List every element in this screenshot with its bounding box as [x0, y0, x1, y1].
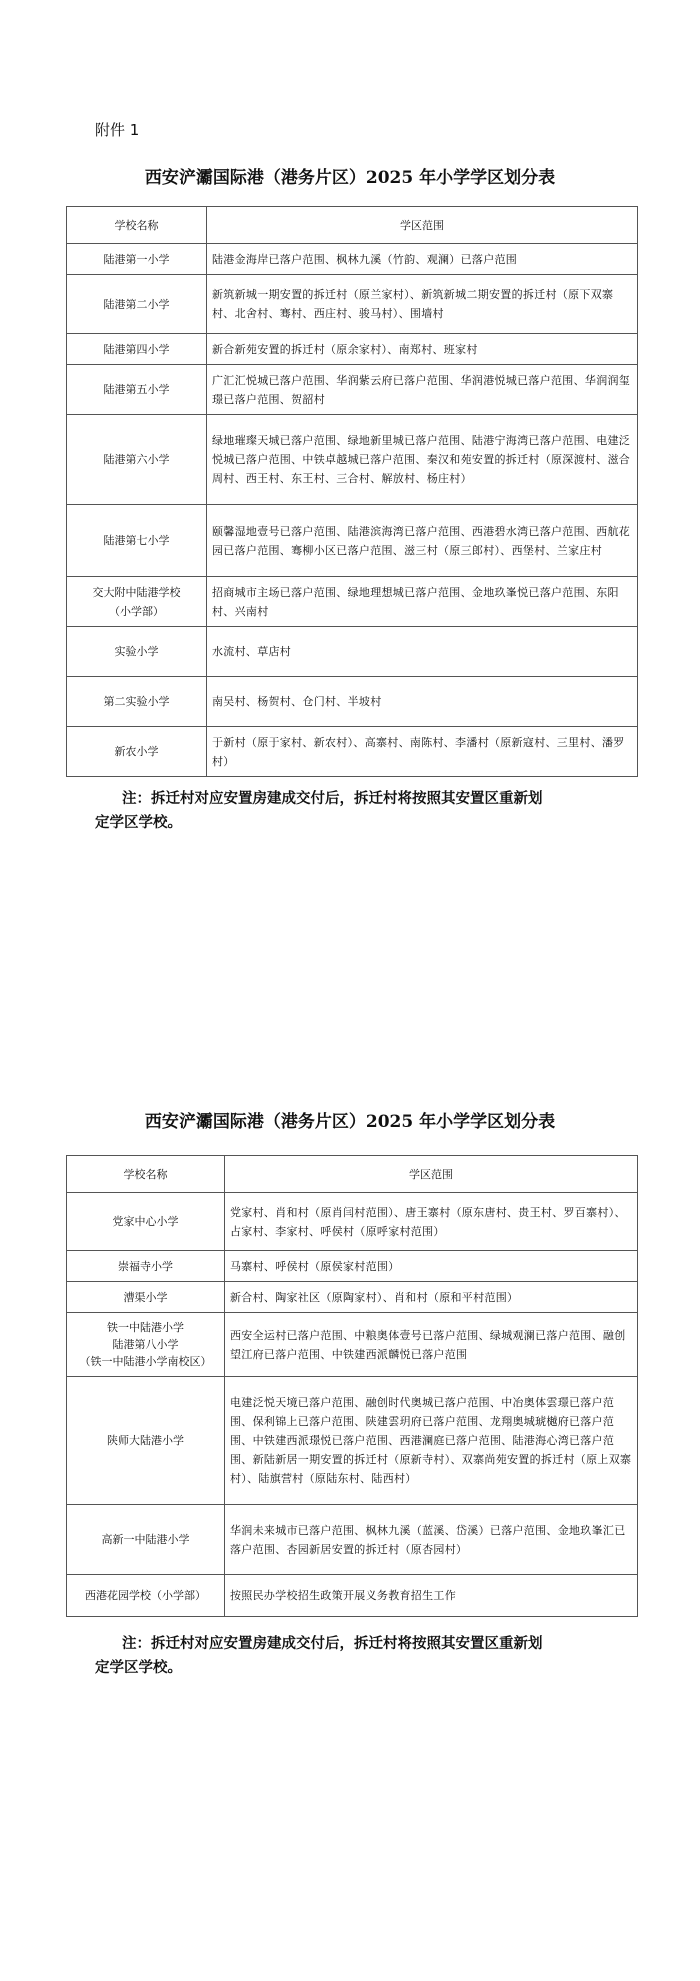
- table-row: [67, 1193, 638, 1251]
- table-row: [67, 577, 638, 627]
- school-district-table: [66, 1155, 638, 1617]
- table-row: [67, 1575, 638, 1617]
- area-cell: 新合新苑安置的拆迁村（原余家村）、南郑村、班家村: [207, 334, 638, 365]
- footnote-line-1: 注：拆迁村对应安置房建成交付后，拆迁村将按照其安置区重新划: [122, 791, 543, 807]
- header-area: 学区范围: [225, 1156, 638, 1193]
- table-row: [67, 415, 638, 505]
- table-row: [67, 627, 638, 677]
- area-cell: 按照民办学校招生政策开展义务教育招生工作: [225, 1575, 638, 1617]
- table-row: [67, 334, 638, 365]
- table-row: [67, 365, 638, 415]
- school-cell: 实验小学: [67, 627, 207, 677]
- area-cell: 党家村、肖和村（原肖闫村范围）、唐王寨村（原东唐村、贵王村、罗百寨村）、占家村、李家村、呼侯村（原呼家村范围）: [225, 1193, 638, 1251]
- footnote-line-2: 定学区学校。: [95, 1660, 182, 1676]
- school-cell: 陆港第一小学: [67, 244, 207, 275]
- page-title: 西安浐灞国际港（港务片区）2025 年小学学区划分表: [144, 1112, 556, 1132]
- table-row: [67, 677, 638, 727]
- table-row: [67, 1377, 638, 1505]
- school-cell: 第二实验小学: [67, 677, 207, 727]
- footnote: [95, 1632, 635, 1680]
- table-row: [67, 505, 638, 577]
- table-row: [67, 727, 638, 777]
- header-school: 学校名称: [67, 207, 207, 244]
- document-page-1: [0, 0, 700, 990]
- school-cell: 交大附中陆港学校 （小学部）: [67, 577, 207, 627]
- table-row: [67, 1505, 638, 1575]
- table-row: [67, 244, 638, 275]
- school-cell: 漕渠小学: [67, 1282, 225, 1313]
- school-cell: 西港花园学校（小学部）: [67, 1575, 225, 1617]
- table-header-row: [67, 1156, 638, 1193]
- table-row: [67, 1282, 638, 1313]
- table-row: [67, 275, 638, 334]
- school-cell: 陆港第六小学: [67, 415, 207, 505]
- attachment-label: 附件 1: [95, 121, 140, 139]
- area-cell: 新合村、陶家社区（原陶家村）、肖和村（原和平村范围）: [225, 1282, 638, 1313]
- area-cell: 西安全运村已落户范围、中粮奥体壹号已落户范围、绿城观澜已落户范围、融创望江府已落户范围、中铁建西派麟悦已落户范围: [225, 1313, 638, 1377]
- school-cell: 党家中心小学: [67, 1193, 225, 1251]
- page-title: 西安浐灞国际港（港务片区）2025 年小学学区划分表: [144, 168, 556, 188]
- area-cell: 于新村（原于家村、新农村）、高寨村、南陈村、李潘村（原新寇村、三里村、潘罗村）: [207, 727, 638, 777]
- school-cell: 陆港第五小学: [67, 365, 207, 415]
- school-cell: 陕师大陆港小学: [67, 1377, 225, 1505]
- school-cell: 陆港第七小学: [67, 505, 207, 577]
- area-cell: 陆港金海岸已落户范围、枫林九溪（竹韵、观澜）已落户范围: [207, 244, 638, 275]
- header-school: 学校名称: [67, 1156, 225, 1193]
- area-cell: 电建泛悦天境已落户范围、融创时代奥城已落户范围、中冶奥体雲璟已落户范围、保利锦上已落户范围、陕建雲玥府已落户范围、龙翔奥城琥樾府已落户范围、中铁建西派璟悦已落户范围、西港澜庭已落户范围、陆港海心湾已落户范围、新陆新居一期安置的拆迁村（原新寺村）、双寨尚苑安置的拆迁村（原上双寨村）、陆旗营村（原陆东村、陆西村）: [225, 1377, 638, 1505]
- table-header-row: [67, 207, 638, 244]
- school-cell: 陆港第二小学: [67, 275, 207, 334]
- area-cell: 南吴村、杨贺村、仓门村、半坡村: [207, 677, 638, 727]
- school-cell: 高新一中陆港小学: [67, 1505, 225, 1575]
- school-cell: 新农小学: [67, 727, 207, 777]
- area-cell: 华润未来城市已落户范围、枫林九溪（蓝溪、岱溪）已落户范围、金地玖峯汇已落户范围、杏园新居安置的拆迁村（原杏园村）: [225, 1505, 638, 1575]
- table-row: [67, 1251, 638, 1282]
- area-cell: 广汇汇悦城已落户范围、华润紫云府已落户范围、华润港悦城已落户范围、华润润玺璟已落户范围、贺韶村: [207, 365, 638, 415]
- area-cell: 颐馨湿地壹号已落户范围、陆港滨海湾已落户范围、西港碧水湾已落户范围、西航花园已落户范围、骞柳小区已落户范围、滋三村（原三郎村）、西堡村、兰家庄村: [207, 505, 638, 577]
- document-page-2: [0, 990, 700, 1981]
- school-district-table: [66, 206, 638, 777]
- school-cell: 崇福寺小学: [67, 1251, 225, 1282]
- area-cell: 新筑新城一期安置的拆迁村（原兰家村）、新筑新城二期安置的拆迁村（原下双寨村、北舍村、骞村、西庄村、骏马村）、围墙村: [207, 275, 638, 334]
- school-cell: 陆港第四小学: [67, 334, 207, 365]
- area-cell: 招商城市主场已落户范围、绿地理想城已落户范围、金地玖峯悦已落户范围、东阳村、兴南村: [207, 577, 638, 627]
- footnote-line-2: 定学区学校。: [95, 815, 182, 831]
- table-row: [67, 1313, 638, 1377]
- footnote: [95, 787, 635, 835]
- area-cell: 绿地璀璨天城已落户范围、绿地新里城已落户范围、陆港宁海湾已落户范围、电建泛悦城已落户范围、中铁卓越城已落户范围、秦汉和苑安置的拆迁村（原深渡村、滋合周村、西王村、东王村、三合村、解放村、杨庄村）: [207, 415, 638, 505]
- area-cell: 马寨村、呼侯村（原侯家村范围）: [225, 1251, 638, 1282]
- school-cell: 铁一中陆港小学 陆港第八小学 （铁一中陆港小学南校区）: [67, 1313, 225, 1377]
- header-area: 学区范围: [207, 207, 638, 244]
- footnote-line-1: 注：拆迁村对应安置房建成交付后，拆迁村将按照其安置区重新划: [122, 1636, 543, 1652]
- area-cell: 水流村、草店村: [207, 627, 638, 677]
